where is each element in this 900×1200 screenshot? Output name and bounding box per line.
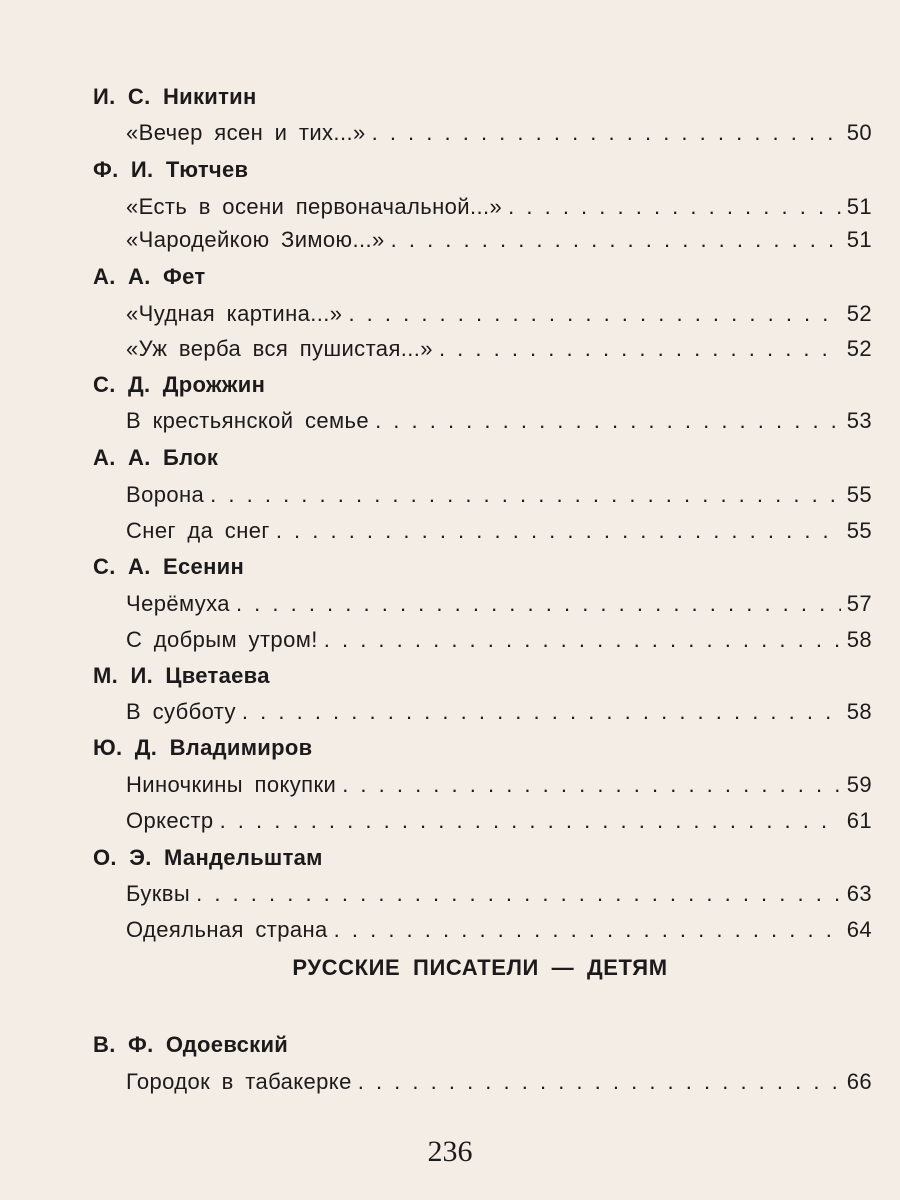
dot-leader [375,405,841,437]
section-heading: РУССКИЕ ПИСАТЕЛИ — ДЕТЯМ [292,955,668,980]
dot-leader [348,298,840,330]
entry-page: 55 [846,518,872,543]
author-name: М. И. Цветаева [93,663,270,688]
dot-leader [334,914,841,946]
dot-leader [358,1066,841,1098]
entry-page: 64 [846,917,872,942]
entry-title: В крестьянской семье [126,408,370,433]
author-name: С. Д. Дрожжин [93,372,266,397]
toc-entry[interactable] [126,298,872,330]
page-number: 236 [427,1135,473,1168]
toc-entry[interactable] [126,588,872,620]
toc-entry[interactable] [126,191,872,223]
dot-leader [276,515,841,547]
entry-page: 52 [846,301,872,326]
entry-page: 51 [846,227,872,252]
entry-page: 50 [846,120,872,145]
dot-leader [342,769,841,801]
dot-leader [439,333,841,365]
entry-page: 58 [846,627,872,652]
dot-leader [324,624,841,656]
toc-entry[interactable] [126,515,872,547]
toc-entry[interactable] [126,878,872,910]
dot-leader [391,224,841,256]
entry-title: Одеяльная страна [126,917,328,942]
author-name: А. А. Фет [93,264,206,289]
entry-page: 63 [846,881,872,906]
dot-leader [196,878,841,910]
entry-title: Снег да снег [126,518,270,543]
author-name: Ю. Д. Владимиров [93,735,313,760]
toc-entry[interactable] [126,696,872,728]
toc-entry[interactable] [126,479,872,511]
entry-title: Ниночкины покупки [126,772,337,797]
entry-title: Городок в табакерке [126,1069,352,1094]
toc-entry[interactable] [126,117,872,149]
entry-title: «Есть в осени первоначальной...» [126,194,503,219]
author-name: И. С. Никитин [93,84,257,109]
toc-entry[interactable] [126,1066,872,1098]
entry-page: 51 [846,194,872,219]
dot-leader [236,588,841,620]
entry-title: Черёмуха [126,591,230,616]
dot-leader [242,696,841,728]
dot-leader [372,117,841,149]
dot-leader [508,191,841,223]
entry-title: «Уж верба вся пушистая...» [126,336,433,361]
toc-entry[interactable] [126,914,872,946]
entry-title: «Чудная картина...» [126,301,343,326]
toc-entry[interactable] [126,769,872,801]
author-name: С. А. Есенин [93,554,245,579]
toc-entry[interactable] [126,224,872,256]
entry-title: Буквы [126,881,191,906]
entry-page: 55 [846,482,872,507]
entry-title: С добрым утром! [126,627,318,652]
entry-title: «Вечер ясен и тих...» [126,120,366,145]
entry-page: 66 [846,1069,872,1094]
entry-title: Ворона [126,482,205,507]
entry-title: Оркестр [126,808,214,833]
entry-page: 61 [846,808,872,833]
toc-entry[interactable] [126,333,872,365]
author-name: В. Ф. Одоевский [93,1032,289,1057]
entry-title: В субботу [126,699,236,724]
entry-title: «Чародейкою Зимою...» [126,227,385,252]
entry-page: 57 [846,591,872,616]
author-name: Ф. И. Тютчев [93,157,249,182]
entry-page: 53 [846,408,872,433]
entry-page: 52 [846,336,872,361]
author-name: О. Э. Мандельштам [93,845,323,870]
entry-page: 59 [846,772,872,797]
author-name: А. А. Блок [93,445,219,470]
dot-leader [210,479,841,511]
dot-leader [220,805,841,837]
toc-entry[interactable] [126,405,872,437]
toc-entry[interactable] [126,624,872,656]
entry-page: 58 [846,699,872,724]
toc-entry[interactable] [126,805,872,837]
